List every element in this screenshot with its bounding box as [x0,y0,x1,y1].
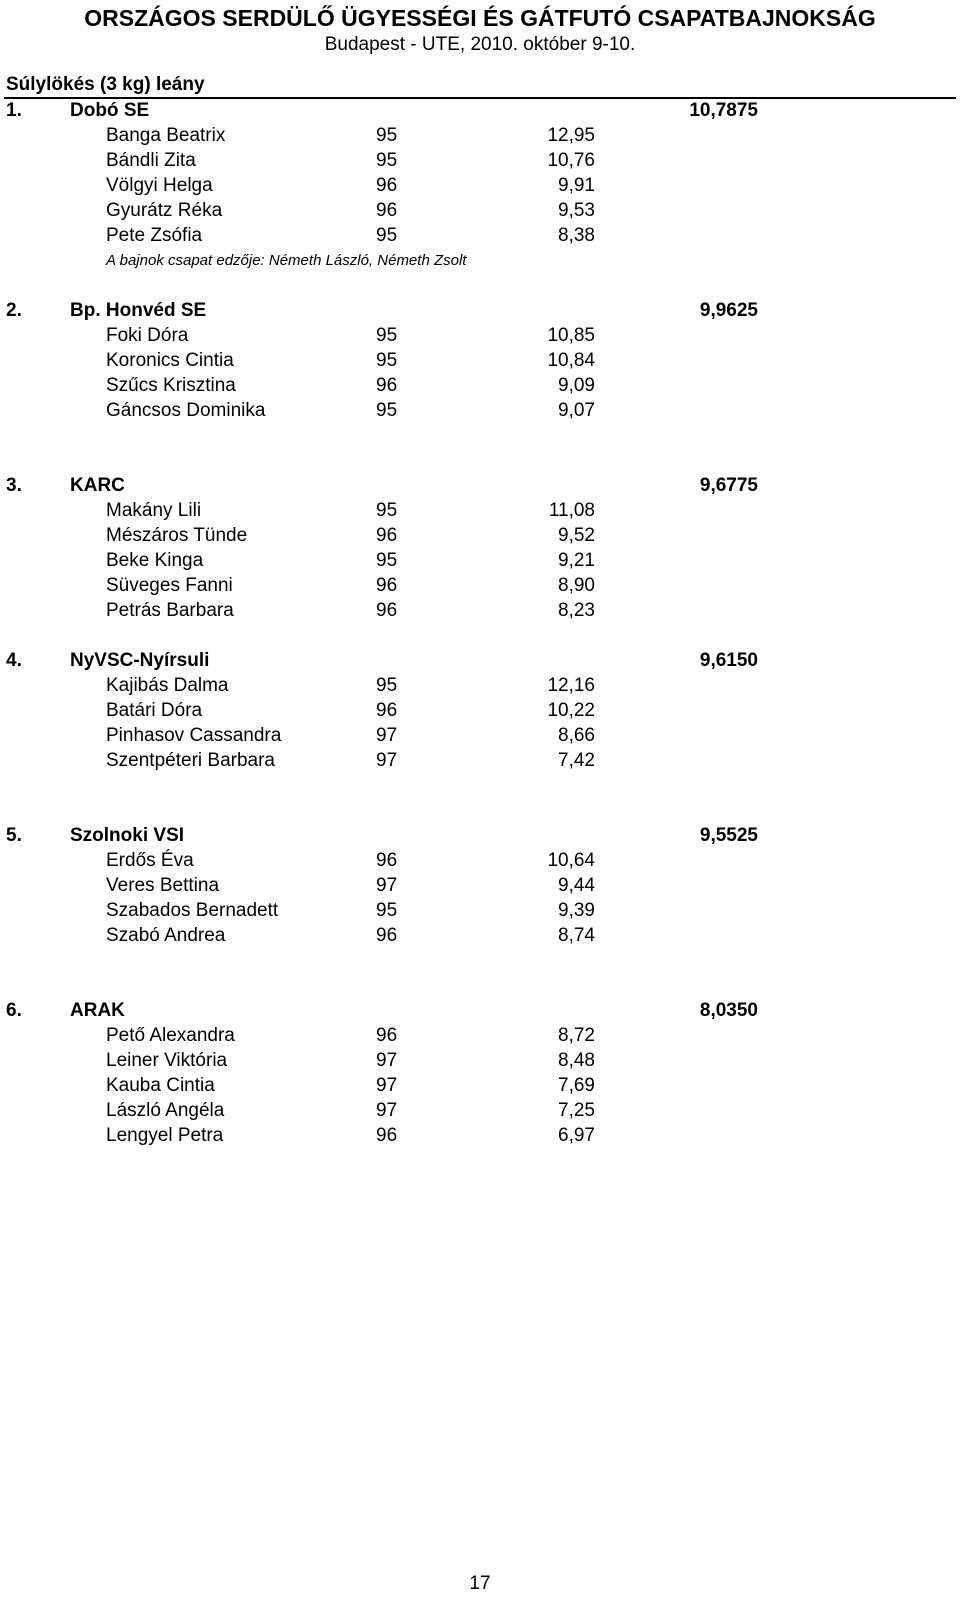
athlete-result: 8,23 [558,600,595,621]
athlete-name: Völgyi Helga [106,175,213,196]
athlete-birth-year: 96 [376,375,398,396]
athlete-birth-year: 97 [376,1075,398,1096]
team-block [0,298,960,473]
athlete-result: 9,21 [558,550,595,571]
athlete-name: Pete Zsófia [106,225,203,246]
athlete-name: Leiner Viktória [106,1050,228,1071]
athlete-row [0,923,960,948]
athlete-row [0,673,960,698]
athlete-result: 8,90 [558,575,595,596]
athlete-birth-year: 96 [376,1125,398,1146]
athlete-row [0,548,960,573]
athlete-name: Veres Bettina [106,875,220,896]
athlete-result: 12,95 [547,125,595,146]
athlete-row [0,123,960,148]
athlete-result: 10,76 [547,150,595,171]
athlete-result: 11,08 [548,500,595,521]
athlete-name: Petrás Barbara [106,600,234,621]
athlete-result: 12,16 [547,675,595,696]
athlete-result: 8,48 [558,1050,595,1071]
team-name: KARC [70,475,125,496]
athlete-row [0,698,960,723]
athlete-result: 9,91 [558,175,595,196]
event-title: Súlylökés (3 kg) leány [6,74,205,95]
athlete-row [0,173,960,198]
athlete-birth-year: 97 [376,750,398,771]
athlete-name: Gyurátz Réka [106,200,223,221]
athlete-birth-year: 97 [376,1100,398,1121]
athlete-row [0,848,960,873]
athlete-row [0,598,960,623]
athlete-result: 8,66 [558,725,595,746]
athlete-name: Szűcs Krisztina [106,375,236,396]
team-rank: 5. [6,825,22,846]
coach-note: A bajnok csapat edzője: Németh László, Németh Zsolt [106,252,467,269]
team-header [0,473,960,498]
results-list [0,98,960,1173]
athlete-row [0,323,960,348]
athlete-row [0,523,960,548]
athlete-name: Foki Dóra [106,325,189,346]
athlete-name: Koronics Cintia [106,350,234,371]
team-rank: 3. [6,475,22,496]
athlete-birth-year: 96 [376,850,398,871]
athlete-birth-year: 96 [376,575,398,596]
athlete-birth-year: 96 [376,1025,398,1046]
athlete-result: 9,39 [558,900,595,921]
athlete-name: Süveges Fanni [106,575,233,596]
athlete-birth-year: 97 [376,875,398,896]
athlete-birth-year: 96 [376,525,398,546]
document-subtitle: Budapest - UTE, 2010. október 9-10. [324,34,636,55]
team-score: 9,9625 [699,300,758,321]
athlete-birth-year: 95 [376,150,398,171]
athlete-result: 6,97 [558,1125,595,1146]
athlete-result: 10,84 [547,350,595,371]
team-block [0,648,960,823]
team-header [0,998,960,1023]
athlete-birth-year: 96 [376,175,398,196]
athlete-result: 9,07 [558,400,595,421]
athlete-name: Kauba Cintia [106,1075,215,1096]
team-score: 10,7875 [689,100,758,121]
athlete-row [0,348,960,373]
athlete-result: 9,44 [558,875,595,896]
team-name: ARAK [70,1000,125,1021]
team-rank: 1. [6,100,22,121]
athlete-birth-year: 96 [376,700,398,721]
athlete-birth-year: 96 [376,600,398,621]
athlete-result: 9,53 [558,200,595,221]
athlete-birth-year: 95 [376,125,398,146]
athlete-row [0,1098,960,1123]
athlete-birth-year: 96 [376,200,398,221]
team-block [0,998,960,1173]
athlete-row [0,573,960,598]
team-name: Bp. Honvéd SE [70,300,207,321]
team-score: 8,0350 [699,1000,758,1021]
team-header [0,823,960,848]
athlete-name: Pető Alexandra [106,1025,235,1046]
athlete-name: Szabados Bernadett [106,900,279,921]
athlete-name: Gáncsos Dominika [106,400,266,421]
athlete-row [0,498,960,523]
athlete-row [0,1048,960,1073]
page-number: 17 [469,1573,491,1594]
athlete-row [0,748,960,773]
athlete-name: Bándli Zita [106,150,196,171]
athlete-row [0,898,960,923]
athlete-result: 7,69 [558,1075,595,1096]
team-score: 9,6775 [699,475,758,496]
athlete-result: 7,42 [558,750,595,771]
athlete-row [0,873,960,898]
athlete-birth-year: 95 [376,225,398,246]
athlete-result: 9,09 [558,375,595,396]
athlete-birth-year: 97 [376,725,398,746]
athlete-name: Szentpéteri Barbara [106,750,275,771]
athlete-name: Pinhasov Cassandra [106,725,282,746]
athlete-birth-year: 95 [376,500,398,521]
athlete-name: Banga Beatrix [106,125,226,146]
athlete-row [0,223,960,248]
team-rank: 2. [6,300,22,321]
athlete-birth-year: 95 [376,350,398,371]
athlete-birth-year: 95 [376,325,398,346]
team-name: Szolnoki VSI [70,825,185,846]
athlete-result: 7,25 [558,1100,595,1121]
document-title: ORSZÁGOS SERDÜLŐ ÜGYESSÉGI ÉS GÁTFUTÓ CSAPATBAJNOKSÁG [84,5,876,31]
athlete-name: Kajibás Dalma [106,675,229,696]
athlete-birth-year: 95 [376,900,398,921]
athlete-result: 8,72 [558,1025,595,1046]
athlete-name: Makány Lili [106,500,202,521]
athlete-name: Erdős Éva [106,850,194,871]
athlete-row [0,1023,960,1048]
team-rank: 4. [6,650,22,671]
team-header [0,298,960,323]
athlete-row [0,398,960,423]
athlete-name: Beke Kinga [106,550,204,571]
athlete-result: 10,22 [547,700,595,721]
team-header [0,98,960,123]
athlete-result: 8,38 [558,225,595,246]
athlete-row [0,723,960,748]
athlete-birth-year: 96 [376,925,398,946]
team-header [0,648,960,673]
athlete-name: Mészáros Tünde [106,525,248,546]
athlete-name: Szabó Andrea [106,925,226,946]
team-score: 9,6150 [699,650,758,671]
team-block [0,473,960,648]
athlete-row [0,1073,960,1098]
athlete-name: Lengyel Petra [106,1125,224,1146]
athlete-row [0,1123,960,1148]
athlete-result: 10,64 [547,850,595,871]
team-score: 9,5525 [699,825,758,846]
athlete-row [0,198,960,223]
team-block [0,823,960,998]
athlete-row [0,148,960,173]
athlete-result: 8,74 [558,925,595,946]
athlete-row [0,373,960,398]
athlete-birth-year: 95 [376,400,398,421]
team-name: NyVSC-Nyírsuli [70,650,210,671]
athlete-result: 10,85 [547,325,595,346]
team-rank: 6. [6,1000,22,1021]
athlete-birth-year: 97 [376,1050,398,1071]
team-name: Dobó SE [70,100,150,121]
athlete-birth-year: 95 [376,550,398,571]
athlete-birth-year: 95 [376,675,398,696]
athlete-name: László Angéla [106,1100,225,1121]
athlete-result: 9,52 [558,525,595,546]
athlete-name: Batári Dóra [106,700,203,721]
team-block [0,98,960,298]
